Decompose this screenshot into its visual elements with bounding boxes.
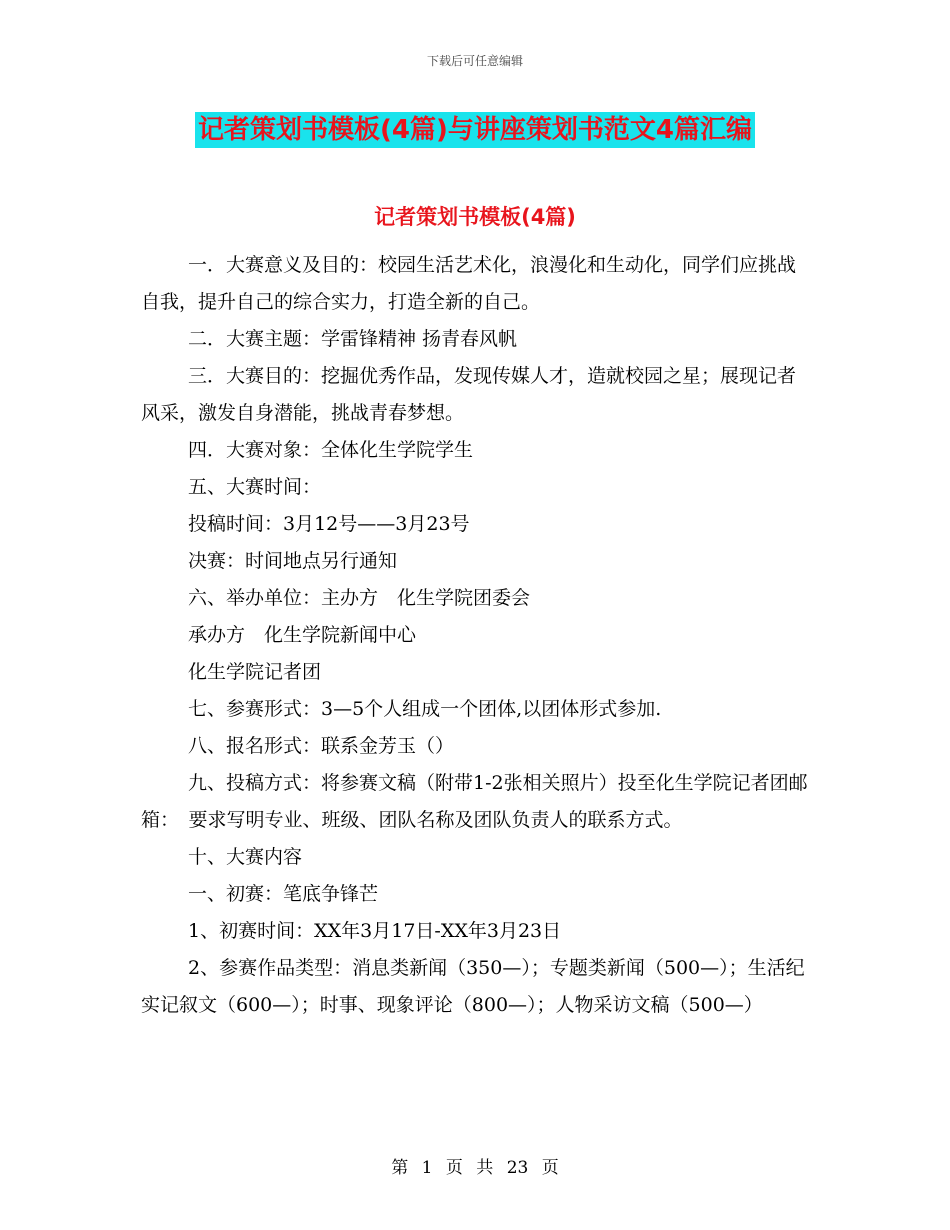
document-title: 记者策划书模板(4篇)与讲座策划书范文4篇汇编 xyxy=(195,112,755,148)
paragraph: 决赛：时间地点另行通知 xyxy=(188,550,398,572)
paragraph: 承办方 化生学院新闻中心 xyxy=(188,624,417,646)
paragraph: 一．大赛意义及目的：校园生活艺术化，浪漫化和生动化，同学们应挑战自我，提升自己的综合实力，打造全新的自己。 xyxy=(141,254,797,313)
paragraph: 十、大赛内容 xyxy=(188,846,303,868)
header-note: 下载后可任意编辑 xyxy=(426,54,523,68)
paragraph: 二．大赛主题：学雷锋精神 扬青春风帆 xyxy=(188,328,518,350)
paragraph: 三．大赛目的：挖掘优秀作品，发现传媒人才，造就校园之星；展现记者风采，激发自身潜能，挑战青春梦想。 xyxy=(141,365,797,424)
paragraph: 一、初赛：笔底争锋芒 xyxy=(188,883,379,905)
footer-page-number: 1 xyxy=(421,1158,433,1178)
paragraph: 八、报名形式：联系金芳玉（） xyxy=(188,735,455,757)
document-title-container xyxy=(0,112,950,148)
page-footer xyxy=(0,1153,950,1178)
paragraph: 七、参赛形式：3—5个人组成一个团体,以团体形式参加. xyxy=(188,698,662,720)
paragraph: 2、参赛作品类型：消息类新闻（350—）；专题类新闻（500—）；生活纪实记叙文（600—）；时事、现象评论（800—）；人物采访文稿（500—） xyxy=(141,957,805,1016)
document-body xyxy=(141,247,809,1024)
footer-total-prefix: 共 xyxy=(476,1158,494,1178)
paragraph: 九、投稿方式：将参赛文稿（附带1-2张相关照片）投至化生学院记者团邮箱： 要求写明专业、班级、团队名称及团队负责人的联系方式。 xyxy=(141,772,808,831)
paragraph: 投稿时间：3月12号——3月23号 xyxy=(188,513,470,535)
paragraph: 六、举办单位：主办方 化生学院团委会 xyxy=(188,587,531,609)
paragraph: 1、初赛时间：XX年3月17日-XX年3月23日 xyxy=(188,920,562,942)
footer-total-unit: 页 xyxy=(541,1158,559,1178)
footer-prefix: 第 xyxy=(391,1158,409,1178)
footer-total-pages: 23 xyxy=(506,1158,529,1178)
section-title: 记者策划书模板(4篇) xyxy=(374,205,576,229)
paragraph: 四．大赛对象：全体化生学院学生 xyxy=(188,439,474,461)
footer-page-unit: 页 xyxy=(445,1158,463,1178)
paragraph: 五、大赛时间： xyxy=(188,476,322,498)
paragraph: 化生学院记者团 xyxy=(188,661,322,683)
